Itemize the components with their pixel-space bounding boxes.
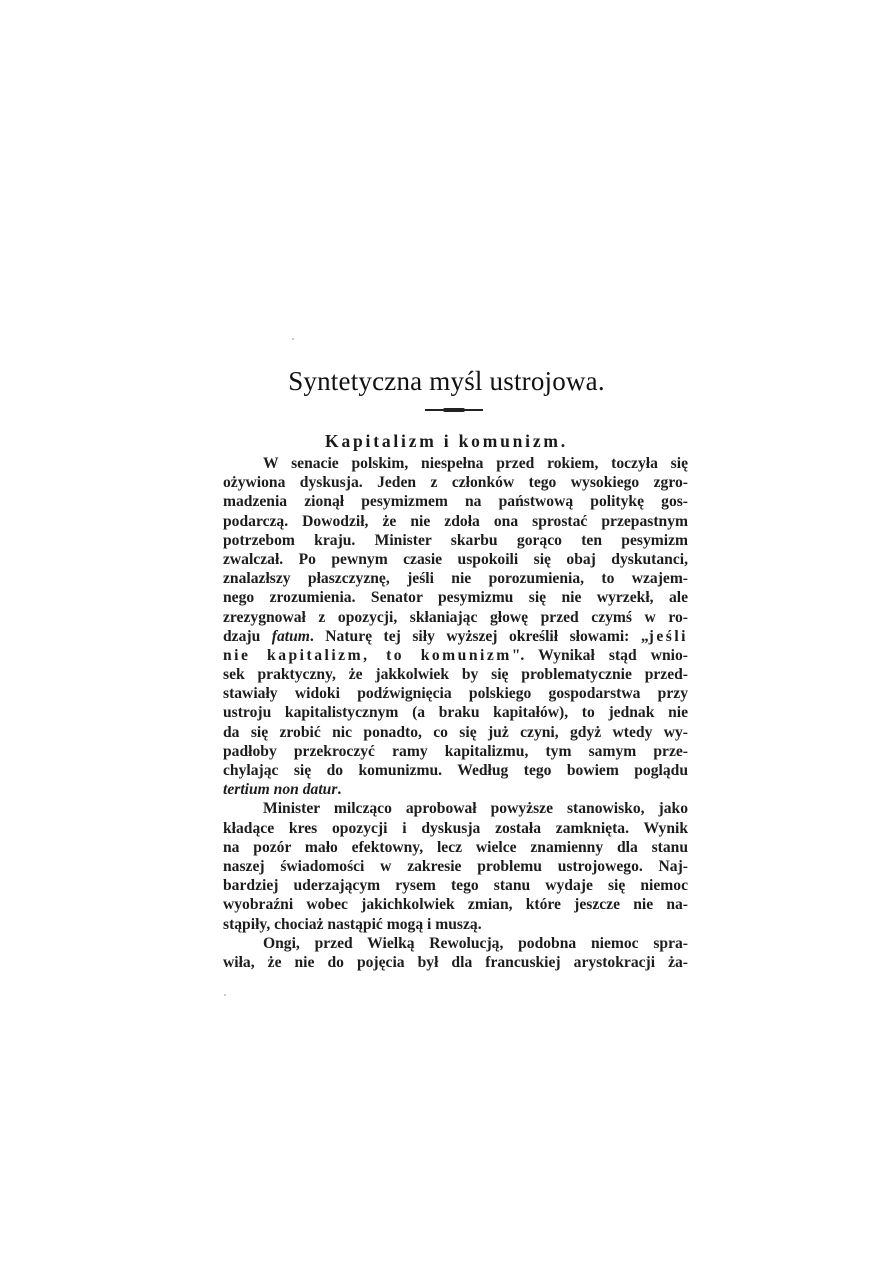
text-line: znalazłszy płaszczyznę, jeśli nie porozumienia, to wzajem- <box>223 570 688 588</box>
text-line: chylając się do komunizmu. Według tego bowiem poglądu <box>223 762 688 779</box>
spaced-quote: jeśli <box>648 627 688 645</box>
text-line: nego zrozumienia. Senator pesymizmu się nie wyrzekł, ale <box>223 589 688 607</box>
text-line: wiła, że nie do pojęcia był dla francuskiej arystokracji ża- <box>223 953 688 971</box>
spaced-quote: nie kapitalizm, to komunizm <box>223 646 512 664</box>
text-line: ustroju kapitalistycznym (a braku kapitałów), to jednak nie <box>223 704 688 722</box>
text-run: . Naturę tej siły wyższej określił słowami: „ <box>309 627 649 645</box>
text-line: zrezygnował z opozycji, skłaniając głowę przed czymś w ro- <box>223 608 688 626</box>
text-line: podarczą. Dowodził, że nie zdoła ona sprostać przepastnym <box>223 512 688 530</box>
text-line <box>223 780 688 799</box>
text-line: padłoby przekroczyć ramy kapitalizmu, tym samym prze- <box>223 742 688 760</box>
text-line: wyobraźni wobec jakichkolwiek zmian, które jeszcze nie na- <box>223 896 688 914</box>
text-line: stąpiły, chociaż nastąpić mogą i muszą. <box>223 915 482 933</box>
text-line: kładące kres opozycji i dyskusja została zamknięta. Wynik <box>223 819 688 837</box>
text-line: ożywiona dyskusja. Jeden z członków tego wysokiego zgro- <box>223 474 688 492</box>
text-line: bardziej uderzającym rysem tego stanu wydaje się niemoc <box>223 877 688 895</box>
text-line <box>223 646 688 665</box>
body-text <box>223 454 688 972</box>
text-run: . <box>337 781 342 799</box>
scan-speck <box>292 338 294 340</box>
text-run: ". Wynikał stąd wnio- <box>511 646 688 664</box>
text-line <box>223 627 688 646</box>
chapter-title: Syntetyczna myśl ustrojowa. <box>288 366 605 396</box>
section-subtitle: Kapitalizm i komunizm. <box>325 431 568 451</box>
scan-speck <box>224 994 226 996</box>
text-line: da się zrobić nic ponadto, co się już czyni, gdyż wtedy wy- <box>223 723 688 741</box>
text-run: dzaju <box>223 627 272 645</box>
text-line: naszej świadomości w zakresie problemu ustrojowego. Naj- <box>223 857 688 875</box>
text-line: sek praktyczny, że jakkolwiek by się problematycznie przed- <box>223 666 688 684</box>
title-ornament-rule <box>425 409 483 411</box>
text-line: stawiały widoki podźwignięcia polskiego gospodarstwa przy <box>223 685 688 703</box>
text-line: zwalczał. Po pewnym czasie uspokoili się obaj dyskutanci, <box>223 550 688 568</box>
text-line: madzenia zionął pesymizmem na państwową politykę gos- <box>223 493 688 511</box>
text-line: W senacie polskim, niespełna przed rokiem, toczyła się <box>263 455 688 472</box>
text-line: Minister milcząco aprobował powyższe stanowisko, jako <box>263 800 688 818</box>
italic-term: fatum <box>271 627 310 645</box>
text-line: potrzebom kraju. Minister skarbu gorąco ten pesymizm <box>223 531 688 549</box>
text-line: na pozór mało efektowny, lecz wielce znamienny dla stanu <box>223 838 688 856</box>
italic-term: tertium non datur <box>223 781 338 799</box>
text-line: Ongi, przed Wielką Rewolucją, podobna niemoc spra- <box>263 934 688 952</box>
